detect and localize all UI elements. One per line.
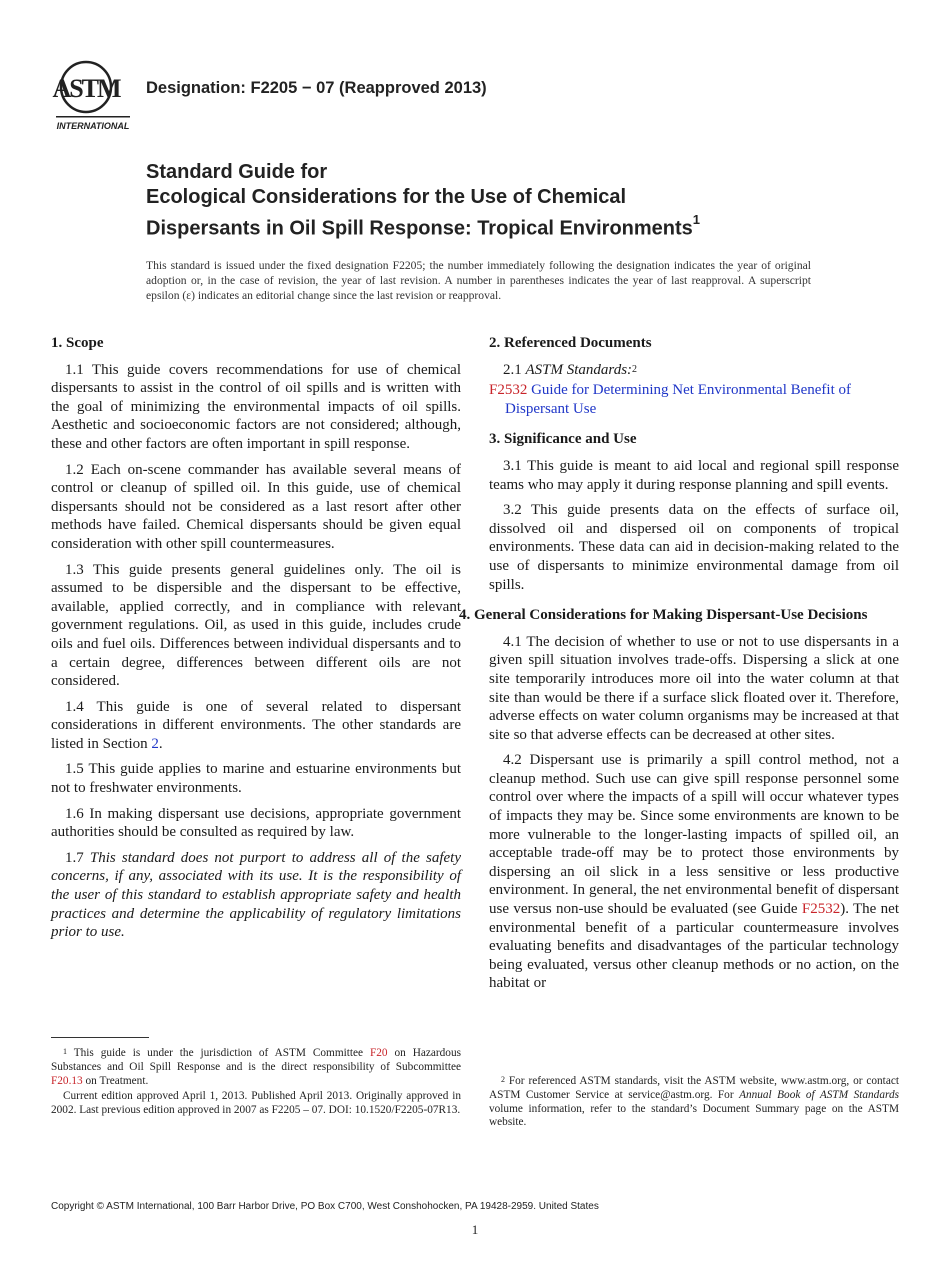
title-line-1: Standard Guide for [146,161,328,183]
intro-paragraph: This standard is issued under the fixed designation F2205; the number immediately following the designation indicates the year of original adoption or, in the case of revision, the year of last revision. A number in parentheses indicates the year of last reapproval. A superscript epsilon (ε) indicates an editorial change since the last revision or reapproval. [146,259,811,302]
subcommittee-f20-13-link[interactable]: F20.13 [51,1074,83,1087]
footnote-1: $^1$ This guide is under the jurisdiction of ASTM Committee F20 on Hazardous Substances and Oil Spill Response and is the direct responsibility of Subcommittee F20.13 on Treatment. Current edition approved April 1, 2013. Published April 2013. Originally approved in 2002. Last previous edition approved in 2007 as F2205 – 07. DOI: 10.1520/F2205-07R13. [51,1047,461,1117]
paragraph-1-4: 1.4 This guide is one of several related to dispersant considerations in different environments. The other standards are listed in Section 2. [51,698,461,752]
section-heading-referenced-documents: 2. Referenced Documents [489,335,652,351]
paragraph-4-2: 4.2 Dispersant use is primarily a spill control method, not a cleanup method. Such use can give spill response personnel some control over where the impacts of a spill will occur whatever types of impacts they may be. Since some environments are known to be more vulnerable to the longer-lasting impacts of spilled oil, an acceptable trade-off may be to protect those environments by dispersing an oil slick in a less sensitive or less productive environment. In general, the net environmental benefit of dispersant use versus non-use should be evaluated (see Guide F2532). The net environmental benefit of a particular countermeasure involves evaluating benefits and disadvantages of the particular technology being evaluated, versus other cleanup methods or no action, on the habitat or [489,752,899,992]
footnote-2: $^2$ For referenced ASTM standards, visit the ASTM website, www.astm.org, or contact ASTM Customer Service at service@astm.org. For Annual Book of ASTM Standards volume information, refer to the standard’s Document Summary page on the ASTM website. [489,1075,899,1129]
svg-text:ASTM: ASTM [52,74,120,103]
title-line-3: Dispersants in Oil Spill Response: Tropical Environments$^1$ [146,212,701,240]
paragraph-3-2: 3.2 This guide presents data on the effects of surface oil, dissolved oil and dispersed oil on components of tropical environments. These data can aid in decision-making related to the use of dispersants to minimize environmental damage from oil spills. [489,502,899,593]
section-heading-significance: 3. Significance and Use [489,431,637,448]
title-line-2: Ecological Considerations for the Use of Chemical [146,186,627,208]
svg-text:INTERNATIONAL: INTERNATIONAL [56,121,130,131]
document-title [146,160,700,242]
reference-title: Guide for Determining Net Environmental Benefit of Dispersant Use [505,382,852,417]
paragraph-1-3: 1.3 This guide presents general guidelines only. The oil is assumed to be dispersible and the dispersant to be effective, available, applied correctly, and in compliance with relevant government regulations. Oil, as used in this guide, includes crude oils and fuel oils. Differences between individual dispersants and to a certain degree, differences between different oils are not considered. [51,561,461,690]
paragraph-1-1: 1.1 This guide covers recommendations for use of chemical dispersants to assist in the control of oil spills and is written with the goal of minimizing the environmental impacts of oil spills. Aesthetic and socioeconomic factors are not considered; although, these and other factors are often important in spill response. [51,361,461,452]
paragraph-1-2: 1.2 Each on-scene commander has available several means of control or cleanup of spilled oil. In this guide, use of chemical dispersants should not be considered as a last resort after other methods have failed. Chemical dispersants should be given equal consideration with other spill countermeasures. [51,461,461,552]
designation: Designation: F2205 − 07 (Reapproved 2013) [146,79,487,97]
paragraph-3-1: 3.1 This guide is meant to aid local and regional spill response teams who may apply it during response planning and spill events. [489,457,899,493]
section-2-link[interactable]: 2 [151,735,159,752]
copyright-notice: Copyright © ASTM International, 100 Barr Harbor Drive, PO Box C700, West Conshohocken, PA 19428-2959. United States [51,1201,599,1212]
title-footnote-mark: 1 [692,212,701,227]
section-heading-general-considerations: 4. General Considerations for Making Dispersant-Use Decisions [459,607,868,624]
footnote-1-edition: Current edition approved April 1, 2013. Published April 2013. Originally approved in 2002. Last previous edition approved in 2007 as F2205 – 07. DOI: 10.1520/F2205-07R13. [51,1090,461,1117]
footnote-divider [51,1037,149,1038]
section-heading-scope: 1. Scope [51,335,104,351]
paragraph-1-6: 1.6 In making dispersant use decisions, appropriate government authorities should be consulted as required by law. [51,805,461,841]
reference-code: F2532 [489,382,528,399]
paragraph-2-1: 2.1 ASTM Standards:$^2$ [503,361,638,378]
paragraph-1-7: 1.7 This standard does not purport to address all of the safety concerns, if any, associated with its use. It is the responsibility of the user of this standard to establish appropriate safety and health practices and determine the applicability of regulatory limitations prior to use. [51,849,462,941]
reference-f2532[interactable] [489,381,899,418]
left-column [51,334,461,949]
footnote-2-mark: 2 [632,363,638,375]
right-column [459,334,899,1000]
paragraph-4-1: 4.1 The decision of whether to use or not to use dispersants in a given spill situation involves trade-offs. Dispersing a slick at one site temporarily introduces more oil into the water column at that site than would be there if a surface slick floated over it. Therefore, adverse effects on water column organisms may be increased at that site so that adverse effects can be decreased at other sites. [489,633,899,743]
page-number: 1 [471,1222,479,1237]
astm-logo [52,58,134,132]
guide-f2532-link[interactable]: F2532 [801,901,841,918]
paragraph-1-5: 1.5 This guide applies to marine and estuarine environments but not to freshwater environments. [51,761,461,797]
committee-f20-link[interactable]: F20 [369,1047,388,1059]
